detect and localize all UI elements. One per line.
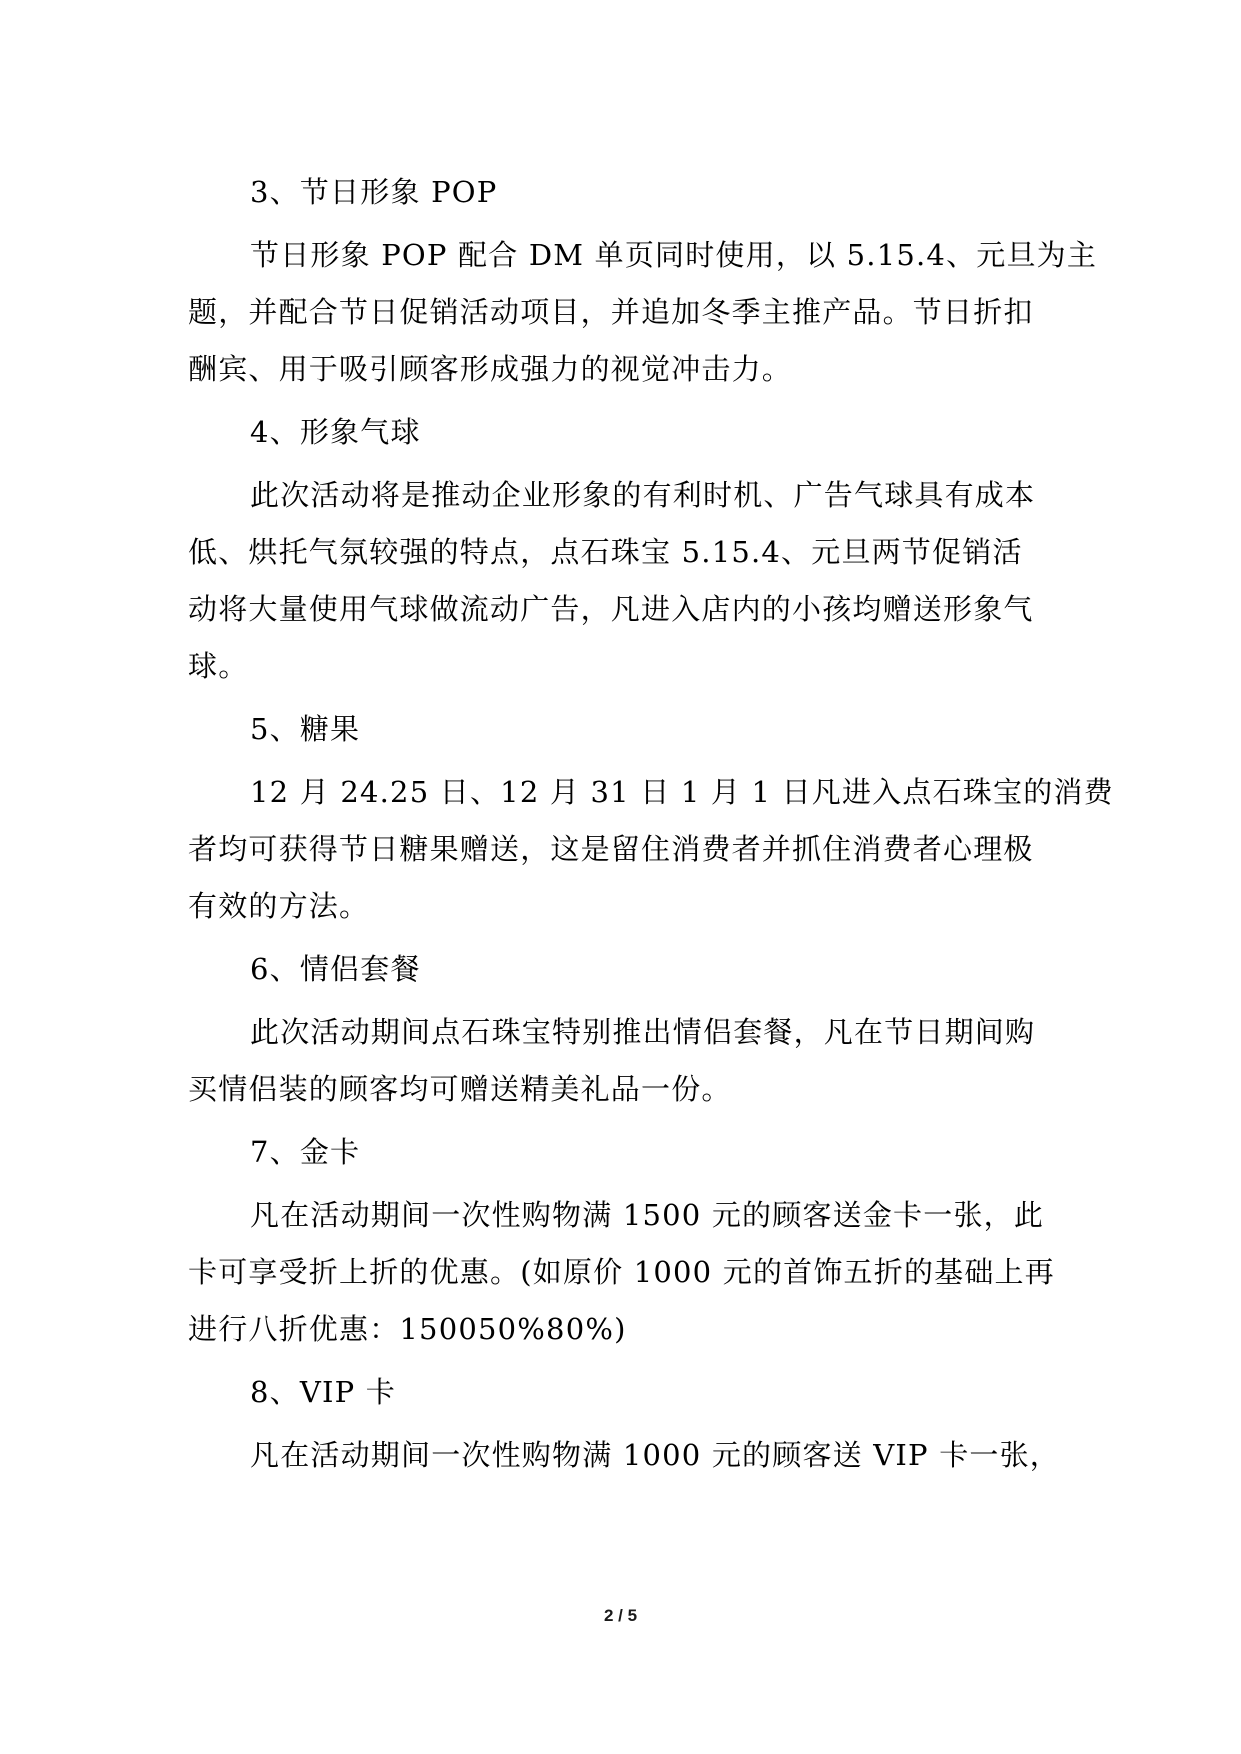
section-paragraph bbox=[188, 1427, 1058, 1484]
paragraph-line: 酬宾、用于吸引顾客形成强力的视觉冲击力。 bbox=[188, 352, 793, 386]
paragraph-line: 有效的方法。 bbox=[188, 889, 370, 923]
paragraph-line: 者均可获得节日糖果赠送，这是留住消费者并抓住消费者心理极 bbox=[188, 832, 1034, 866]
paragraph-line: 低、烘托气氛较强的特点，点石珠宝 5.15.4、元旦两节促销活 bbox=[188, 535, 1023, 569]
paragraph-line: 买情侣装的顾客均可赠送精美礼品一份。 bbox=[188, 1072, 732, 1106]
paragraph-line: 此次活动将是推动企业形象的有利时机、广告气球具有成本 bbox=[250, 478, 1036, 512]
section-paragraph bbox=[188, 467, 1058, 695]
paragraph-line: 凡在活动期间一次性购物满 1000 元的顾客送 VIP 卡一张， bbox=[250, 1438, 1060, 1472]
page-number: 2 / 5 bbox=[603, 1606, 638, 1625]
section-heading: 7、金卡 bbox=[250, 1135, 361, 1169]
paragraph-line: 动将大量使用气球做流动广告，凡进入店内的小孩均赠送形象气 bbox=[188, 592, 1034, 626]
section-paragraph bbox=[188, 764, 1114, 935]
paragraph-line: 题，并配合节日促销活动项目，并追加冬季主推产品。节日折扣 bbox=[188, 295, 1034, 329]
section-paragraph bbox=[188, 1004, 1058, 1118]
paragraph-line: 进行八折优惠：150050%80%) bbox=[188, 1312, 627, 1346]
section-heading: 5、糖果 bbox=[250, 712, 361, 746]
section-heading: 6、情侣套餐 bbox=[250, 952, 421, 986]
section-paragraph bbox=[188, 1187, 1058, 1358]
paragraph-line: 球。 bbox=[188, 649, 249, 683]
paragraph-line: 凡在活动期间一次性购物满 1500 元的顾客送金卡一张，此 bbox=[250, 1198, 1045, 1232]
paragraph-line: 此次活动期间点石珠宝特别推出情侣套餐，凡在节日期间购 bbox=[250, 1015, 1036, 1049]
paragraph-line: 节日形象 POP 配合 DM 单页同时使用，以 5.15.4、元旦为主 bbox=[250, 238, 1098, 272]
section-heading: 3、节日形象 POP bbox=[250, 175, 498, 209]
paragraph-line: 卡可享受折上折的优惠。(如原价 1000 元的首饰五折的基础上再 bbox=[188, 1255, 1055, 1289]
paragraph-line: 12 月 24.25 日、12 月 31 日 1 月 1 日凡进入点石珠宝的消费 bbox=[250, 775, 1114, 809]
section-heading: 8、VIP 卡 bbox=[250, 1375, 396, 1409]
section-paragraph bbox=[188, 227, 1098, 398]
document-body bbox=[188, 158, 1114, 1486]
section-heading: 4、形象气球 bbox=[250, 415, 421, 449]
